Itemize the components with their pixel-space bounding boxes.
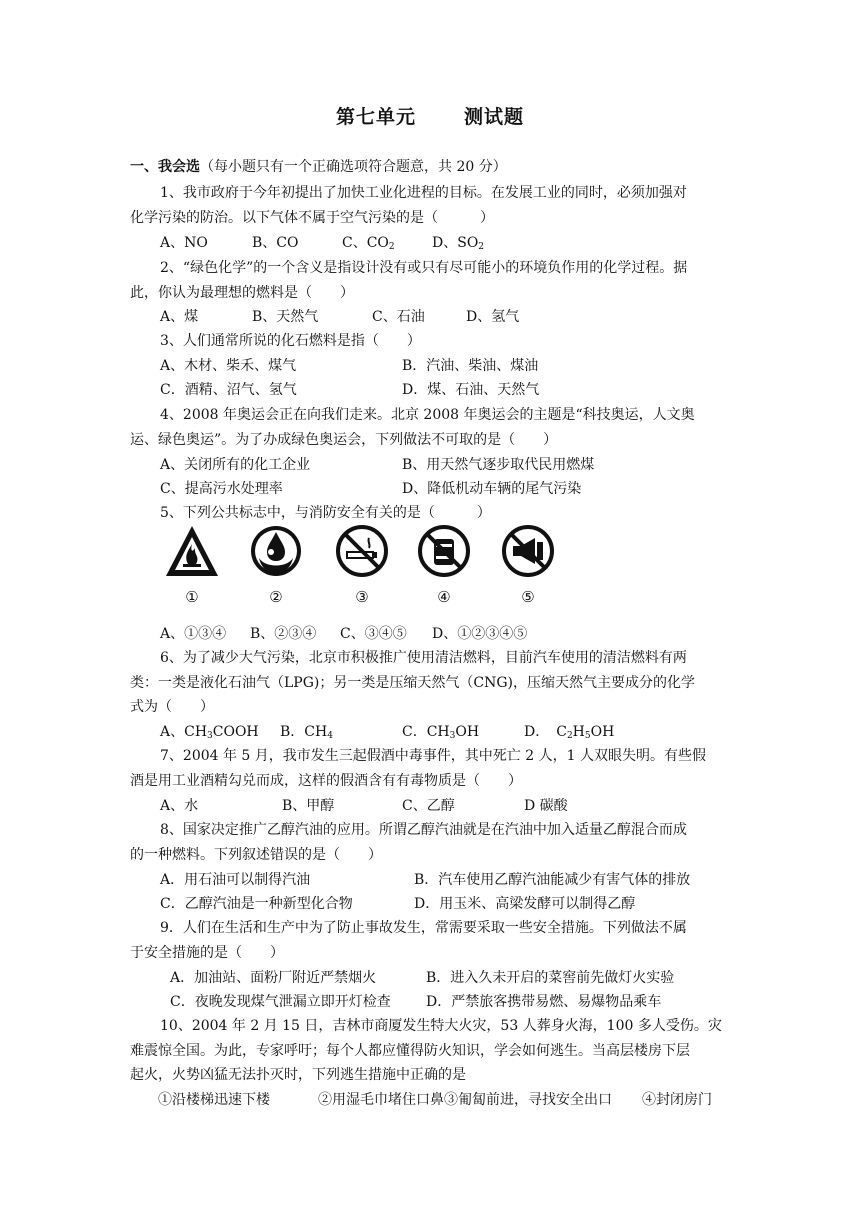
q3-option-d: D．煤、石油、天然气: [402, 382, 540, 398]
q6-option-d: D． $C_2H_5OH$: [524, 724, 615, 741]
q2-option-b: B、天然气: [252, 309, 319, 325]
section-heading: 一、我会选（每小题只有一个正确选项符合题意，共 20 分）: [130, 159, 507, 175]
q4-option-c: C、提高污水处理率: [160, 481, 283, 497]
q7-option-c: C、乙醇: [402, 798, 455, 814]
q4-options-row1: [160, 455, 760, 475]
q2-options: [160, 307, 760, 327]
q10-line3: 起火，火势凶猛无法扑灭时，下列逃生措施中正确的是: [130, 1067, 466, 1083]
q7-option-d: D 碳酸: [524, 798, 568, 814]
q2-option-d: D、氢气: [466, 309, 520, 325]
q10-option-1: ①沿楼梯迅速下楼: [158, 1092, 270, 1108]
q4-options-row2: [160, 479, 760, 499]
q2-option-a: A、煤: [160, 309, 199, 325]
q8-option-b: B．汽车使用乙醇汽油能减少有害气体的排放: [414, 872, 691, 888]
q1-option-a: A、NO: [160, 235, 208, 251]
q10-line1: 10、2004 年 2 月 15 日，吉林市商厦发生特大火灾，53 人葬身火海，100 多人受伤。灾: [160, 1018, 722, 1034]
q1-option-d: D、$SO_2$: [432, 235, 485, 252]
q4-option-d: D、降低机动车辆的尾气污染: [402, 481, 582, 497]
sign-number: ④: [437, 588, 451, 606]
q5-line1: 5、下列公共标志中，与消防安全有关的是（ ）: [160, 505, 491, 521]
page-title: 第七单元 测试题: [335, 106, 525, 128]
q3-line1: 3、人们通常所说的化石燃料是指（ ）: [160, 333, 421, 349]
q3-option-b: B．汽油、柴油、煤油: [402, 358, 539, 374]
q4-option-a: A、关闭所有的化工企业: [160, 457, 311, 473]
q9-line1: 9．人们在生活和生产中为了防止事故发生，常需要采取一些安全措施。下列做法不属: [160, 920, 687, 936]
sign-number: ②: [269, 588, 283, 606]
q3-options-row1: [160, 356, 760, 376]
q6-line1: 6、为了减少大气污染，北京市积极推广使用清洁燃料，目前汽车使用的清洁燃料有两: [160, 650, 687, 666]
q9-option-c: C．夜晚发现煤气泄漏立即开灯检查: [170, 994, 391, 1010]
q9-option-d: D．严禁旅客携带易燃、易爆物品乘车: [426, 994, 662, 1010]
q3-option-c: C．酒精、沼气、氢气: [160, 382, 297, 398]
q4-option-b: B、用天然气逐步取代民用燃煤: [402, 457, 595, 473]
q3-options-row2: [160, 380, 760, 400]
q2-line1: 2、“绿色化学”的一个含义是指设计没有或只有尽可能小的环境负作用的化学过程。据: [160, 260, 688, 276]
q1-option-c: C、$CO_2$: [342, 235, 395, 252]
water-drop-hand-icon: [247, 522, 305, 582]
q7-line1: 7、2004 年 5 月，我市发生三起假酒中毒事件，其中死亡 2 人，1 人双眼失明。有些假: [160, 748, 706, 764]
q7-options: [160, 796, 760, 816]
q4-line1: 4、2008 年奥运会正在向我们走来。北京 2008 年奥运会的主题是“科技奥运，人文奥: [160, 407, 695, 423]
q6-line2: 类：一类是液化石油气（LPG)；另一类是压缩天然气（CNG)，压缩天然气主要成分的化学: [130, 675, 695, 691]
q5-option-d: D、①②③④⑤: [432, 626, 528, 642]
q6-option-b: B．$CH_4$: [280, 724, 333, 741]
q9-line2: 于安全措施的是（ ）: [130, 945, 284, 961]
q8-option-a: A．用石油可以制得汽油: [160, 872, 311, 888]
sign-number: ①: [185, 588, 199, 606]
q7-line2: 酒是用工业酒精勾兑而成，这样的假酒含有有毒物质是（ ）: [130, 773, 522, 789]
q8-option-c: C．乙醇汽油是一种新型化合物: [160, 896, 353, 912]
q6-options: [160, 722, 760, 742]
q8-options-row2: [160, 894, 760, 914]
q3-option-a: A、木材、柴禾、煤气: [160, 358, 297, 374]
q6-option-a: A、$CH_3COOH$: [160, 724, 259, 741]
q9-options-row1: [170, 968, 770, 988]
q5-option-c: C、③④⑤: [340, 626, 407, 642]
flammable-icon: [163, 522, 221, 582]
sign-water-saving: [247, 522, 305, 606]
q9-option-b: B．进入久未开启的菜窖前先做灯火实验: [426, 970, 675, 986]
q10-options: [158, 1090, 778, 1110]
q6-line3: 式为（ ）: [130, 699, 214, 715]
q5-options: [160, 624, 760, 644]
q7-option-a: A、水: [160, 798, 199, 814]
q5-option-a: A、①③④: [160, 626, 227, 642]
sign-number: ⑤: [521, 588, 535, 606]
public-signs: [0, 522, 860, 612]
q7-option-b: B、甲醇: [282, 798, 335, 814]
q8-option-d: D．用玉米、高梁发酵可以制得乙醇: [414, 896, 636, 912]
q4-line2: 运、绿色奥运”。为了办成绿色奥运会，下列做法不可取的是（ ）: [130, 432, 558, 448]
q9-options-row2: [170, 992, 770, 1012]
q6-option-c: C．$CH_3OH$: [402, 724, 480, 741]
no-smoking-icon: [333, 522, 391, 582]
q1-option-b: B、CO: [252, 235, 299, 251]
q5-option-b: B、②③④: [250, 626, 317, 642]
q10-line2: 难震惊全国。为此，专家呼吁；每个人都应懂得防火知识，学会如何逃生。当高层楼房下层: [130, 1043, 690, 1059]
sign-flammable: [163, 522, 221, 606]
q1-options: [160, 233, 760, 253]
q1-line1: 1、我市政府于今年初提出了加快工业化进程的目标。在发展工业的同时，必须加强对: [160, 185, 687, 201]
q2-option-c: C、石油: [372, 309, 425, 325]
q1-line2: 化学污染的防治。以下气体不属于空气污染的是（ ）: [130, 210, 494, 226]
q8-line1: 8、国家决定推广乙醇汽油的应用。所谓乙醇汽油就是在汽油中加入适量乙醇混合而成: [160, 822, 687, 838]
q2-line2: 此，你认为最理想的燃料是（ ）: [130, 285, 354, 301]
sign-no-honking: [499, 522, 557, 606]
q10-option-2-3: ②用湿毛巾堵住口鼻③匍匐前进，寻找安全出口: [318, 1092, 612, 1108]
no-honking-icon: [499, 522, 557, 582]
sign-number: ③: [355, 588, 369, 606]
q8-line2: 的一种燃料。下列叙述错误的是（ ）: [130, 847, 382, 863]
sign-no-fireworks: [415, 522, 473, 606]
sign-no-smoking: [333, 522, 391, 606]
no-fireworks-icon: [415, 522, 473, 582]
q8-options-row1: [160, 870, 760, 890]
q9-option-a: A．加油站、面粉厂附近严禁烟火: [170, 970, 377, 986]
q10-option-4: ④封闭房门: [642, 1092, 712, 1108]
